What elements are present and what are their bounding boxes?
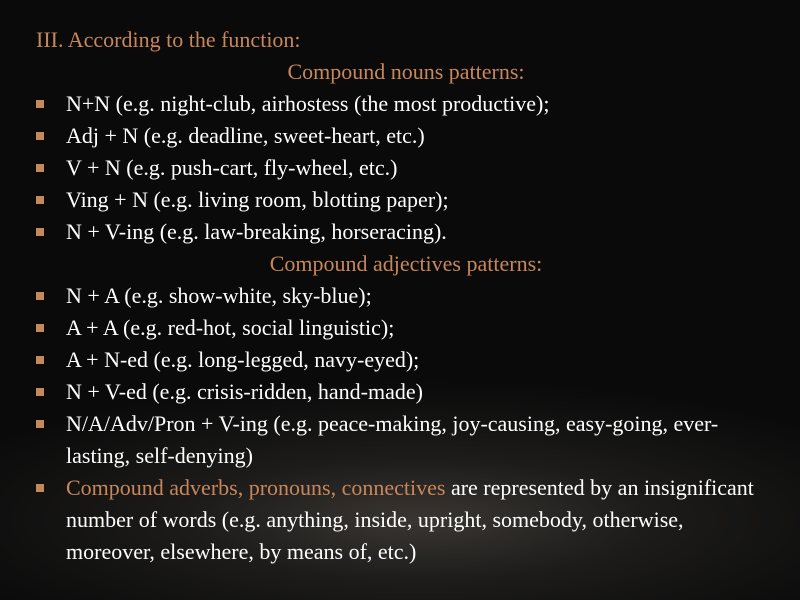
square-bullet-icon [36, 228, 44, 236]
square-bullet-icon [36, 132, 44, 140]
list-item [36, 344, 776, 376]
adjectives-subheading: Compound adjectives patterns: [269, 251, 543, 276]
list-item-text: N/A/Adv/Pron + V-ing (e.g. peace-making, joy-causing, easy-going, ever-lasting, self-denying) [66, 411, 719, 468]
list-item-text: N + V-ing (e.g. law-breaking, horseracing). [66, 219, 447, 244]
square-bullet-icon [36, 388, 44, 396]
list-item-text: Adj + N (e.g. deadline, sweet-heart, etc.) [66, 123, 425, 148]
square-bullet-icon [36, 100, 44, 108]
list-item [36, 472, 776, 568]
list-item-text: N+N (e.g. night-club, airhostess (the most productive); [66, 91, 550, 116]
list-item [36, 152, 776, 184]
list-item-text: N + V-ed (e.g. crisis-ridden, hand-made) [66, 379, 423, 404]
list-item [36, 120, 776, 152]
list-item [36, 88, 776, 120]
list-item-text: V + N (e.g. push-cart, fly-wheel, etc.) [66, 155, 398, 180]
list-item-rest: are represented by an insignificant number of words (e.g. anything, inside, upright, somebody, otherwise, moreover, elsewhere, by means of, etc.) [66, 475, 754, 564]
square-bullet-icon [36, 484, 44, 492]
list-item [36, 216, 776, 248]
list-item-text: A + A (e.g. red-hot, social linguistic); [66, 315, 395, 340]
list-item-text: Ving + N (e.g. living room, blotting paper); [66, 187, 449, 212]
highlighted-term: Compound adverbs, pronouns, connectives [66, 475, 446, 500]
square-bullet-icon [36, 164, 44, 172]
list-item [36, 184, 776, 216]
section-heading: III. According to the function: [36, 27, 301, 52]
nouns-subheading: Compound nouns patterns: [287, 59, 525, 84]
square-bullet-icon [36, 292, 44, 300]
list-item [36, 312, 776, 344]
list-item [36, 376, 776, 408]
square-bullet-icon [36, 356, 44, 364]
square-bullet-icon [36, 420, 44, 428]
list-item [36, 408, 776, 472]
square-bullet-icon [36, 324, 44, 332]
list-item [36, 280, 776, 312]
list-item-text: A + N-ed (e.g. long-legged, navy-eyed); [66, 347, 420, 372]
list-item-text [36, 472, 776, 568]
square-bullet-icon [36, 196, 44, 204]
list-item-text: N + A (e.g. show-white, sky-blue); [66, 283, 372, 308]
